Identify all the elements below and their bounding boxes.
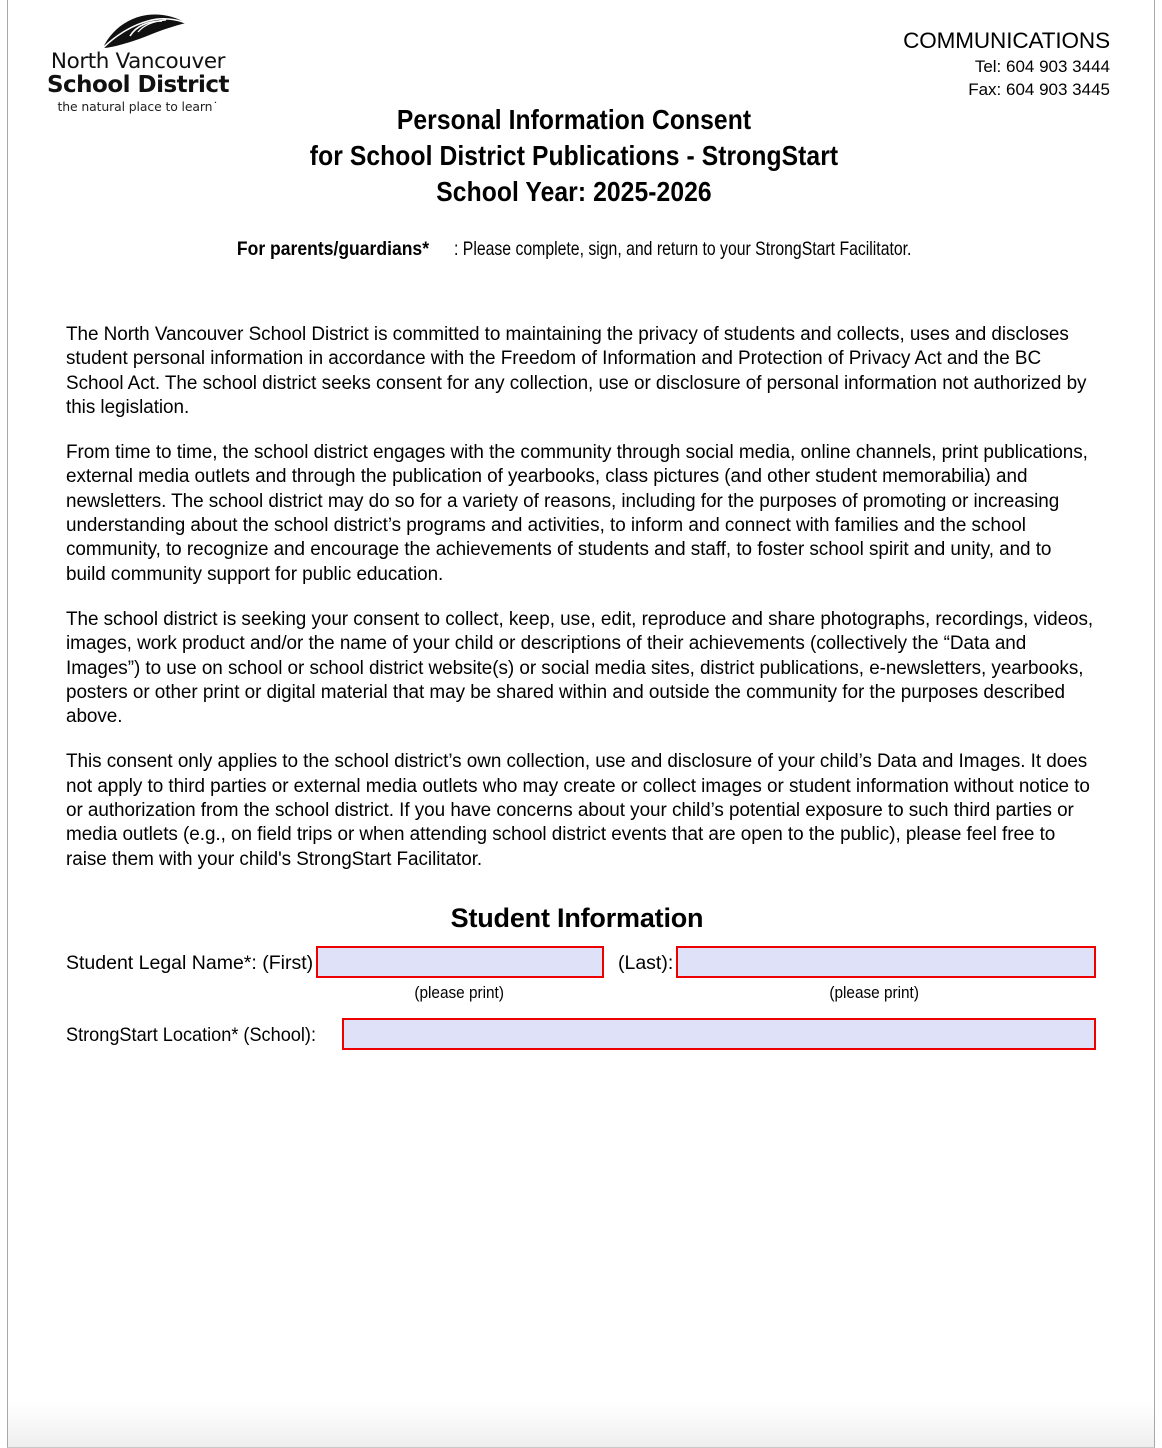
- student-legal-name-label: Student Legal Name*: (First): [66, 952, 314, 974]
- first-name-print-hint: (please print): [414, 984, 504, 1002]
- page-title-line-3: School Year: 2025-2026: [436, 176, 712, 208]
- logo-line-1: North Vancouver: [50, 49, 226, 74]
- district-logo: [38, 10, 238, 115]
- page-title-line-1: Personal Information Consent: [396, 104, 752, 135]
- page-title: [0, 98, 1148, 210]
- strongstart-location-input[interactable]: [342, 1018, 1096, 1050]
- logo-tagline: the natural place to learn˙: [57, 98, 219, 114]
- contact-fax: Fax: 604 903 3445: [968, 79, 1110, 99]
- student-first-name-input[interactable]: [316, 946, 604, 978]
- strongstart-location-row: [66, 1018, 1096, 1052]
- consent-body: [66, 322, 1096, 871]
- paragraph-4: This consent only applies to the school district’s own collection, use and disclosure of your child’s Data and Images. It does not apply to third parties or external media outlets who may create or collect images or student information without notice to or authorization from the school district. If you have concerns about your child’s potential exposure to such third parties or media outlets (e.g., on field trips or when attending school district events that are open to the public), please feel free to raise them with your child's StrongStart Facilitator.: [66, 750, 1090, 870]
- logo-line-2: School District: [46, 72, 230, 99]
- last-name-print-hint: (please print): [829, 984, 919, 1002]
- paragraph-3: The school district is seeking your consent to collect, keep, use, edit, reproduce and share photographs, recordings, videos, images, work product and/or the name of your child or descriptions of their achievements (collectively the “Data and Images”) to use on school or school district website(s) or social media sites, district publications, e-newsletters, yearbooks, posters or other print or digital material that may be shared within and outside the community for the purposes described above.: [66, 607, 1094, 728]
- student-information-heading-text: Student Information: [450, 903, 704, 933]
- strongstart-location-label: StrongStart Location* (School):: [66, 1024, 316, 1046]
- page-bottom-edge: [7, 1400, 1155, 1448]
- student-last-name-label: (Last):: [618, 952, 674, 974]
- leaf-icon: [100, 10, 190, 50]
- instruction-line: [0, 238, 1148, 261]
- paragraph-1: The North Vancouver School District is committed to maintaining the privacy of students and collects, uses and discloses student personal information in accordance with the Freedom of Information and Protection of Privacy Act and the BC School Act. The school district seeks consent for any collection, use or disclosure of personal information not authorized by this legislation.: [66, 323, 1087, 418]
- instruction-bold: For parents/guardians*: [236, 238, 429, 260]
- student-name-row: [66, 946, 1096, 1002]
- student-information-heading: [0, 903, 1148, 934]
- page-title-line-2: for School District Publications - StrongStart: [309, 140, 839, 172]
- contact-telephone: Tel: 604 903 3444: [974, 56, 1110, 76]
- student-last-name-input[interactable]: [676, 946, 1096, 978]
- communications-heading: COMMUNICATIONS: [903, 28, 1110, 53]
- instruction-rest: : Please complete, sign, and return to your StrongStart Facilitator.: [454, 238, 912, 260]
- communications-contact: [903, 28, 1110, 101]
- paragraph-2: From time to time, the school district engages with the community through social media, online channels, print publications, external media outlets and through the publication of yearbooks, class pictures (and other student memorabilia) and newsletters. The school district may do so for a variety of reasons, including for the purposes of promoting or increasing understanding about the school district’s programs and activities, to inform and connect with families and the school community, to recognize and encourage the achievements of students and staff, to foster school spirit and unity, and to build community support for public education.: [66, 441, 1088, 585]
